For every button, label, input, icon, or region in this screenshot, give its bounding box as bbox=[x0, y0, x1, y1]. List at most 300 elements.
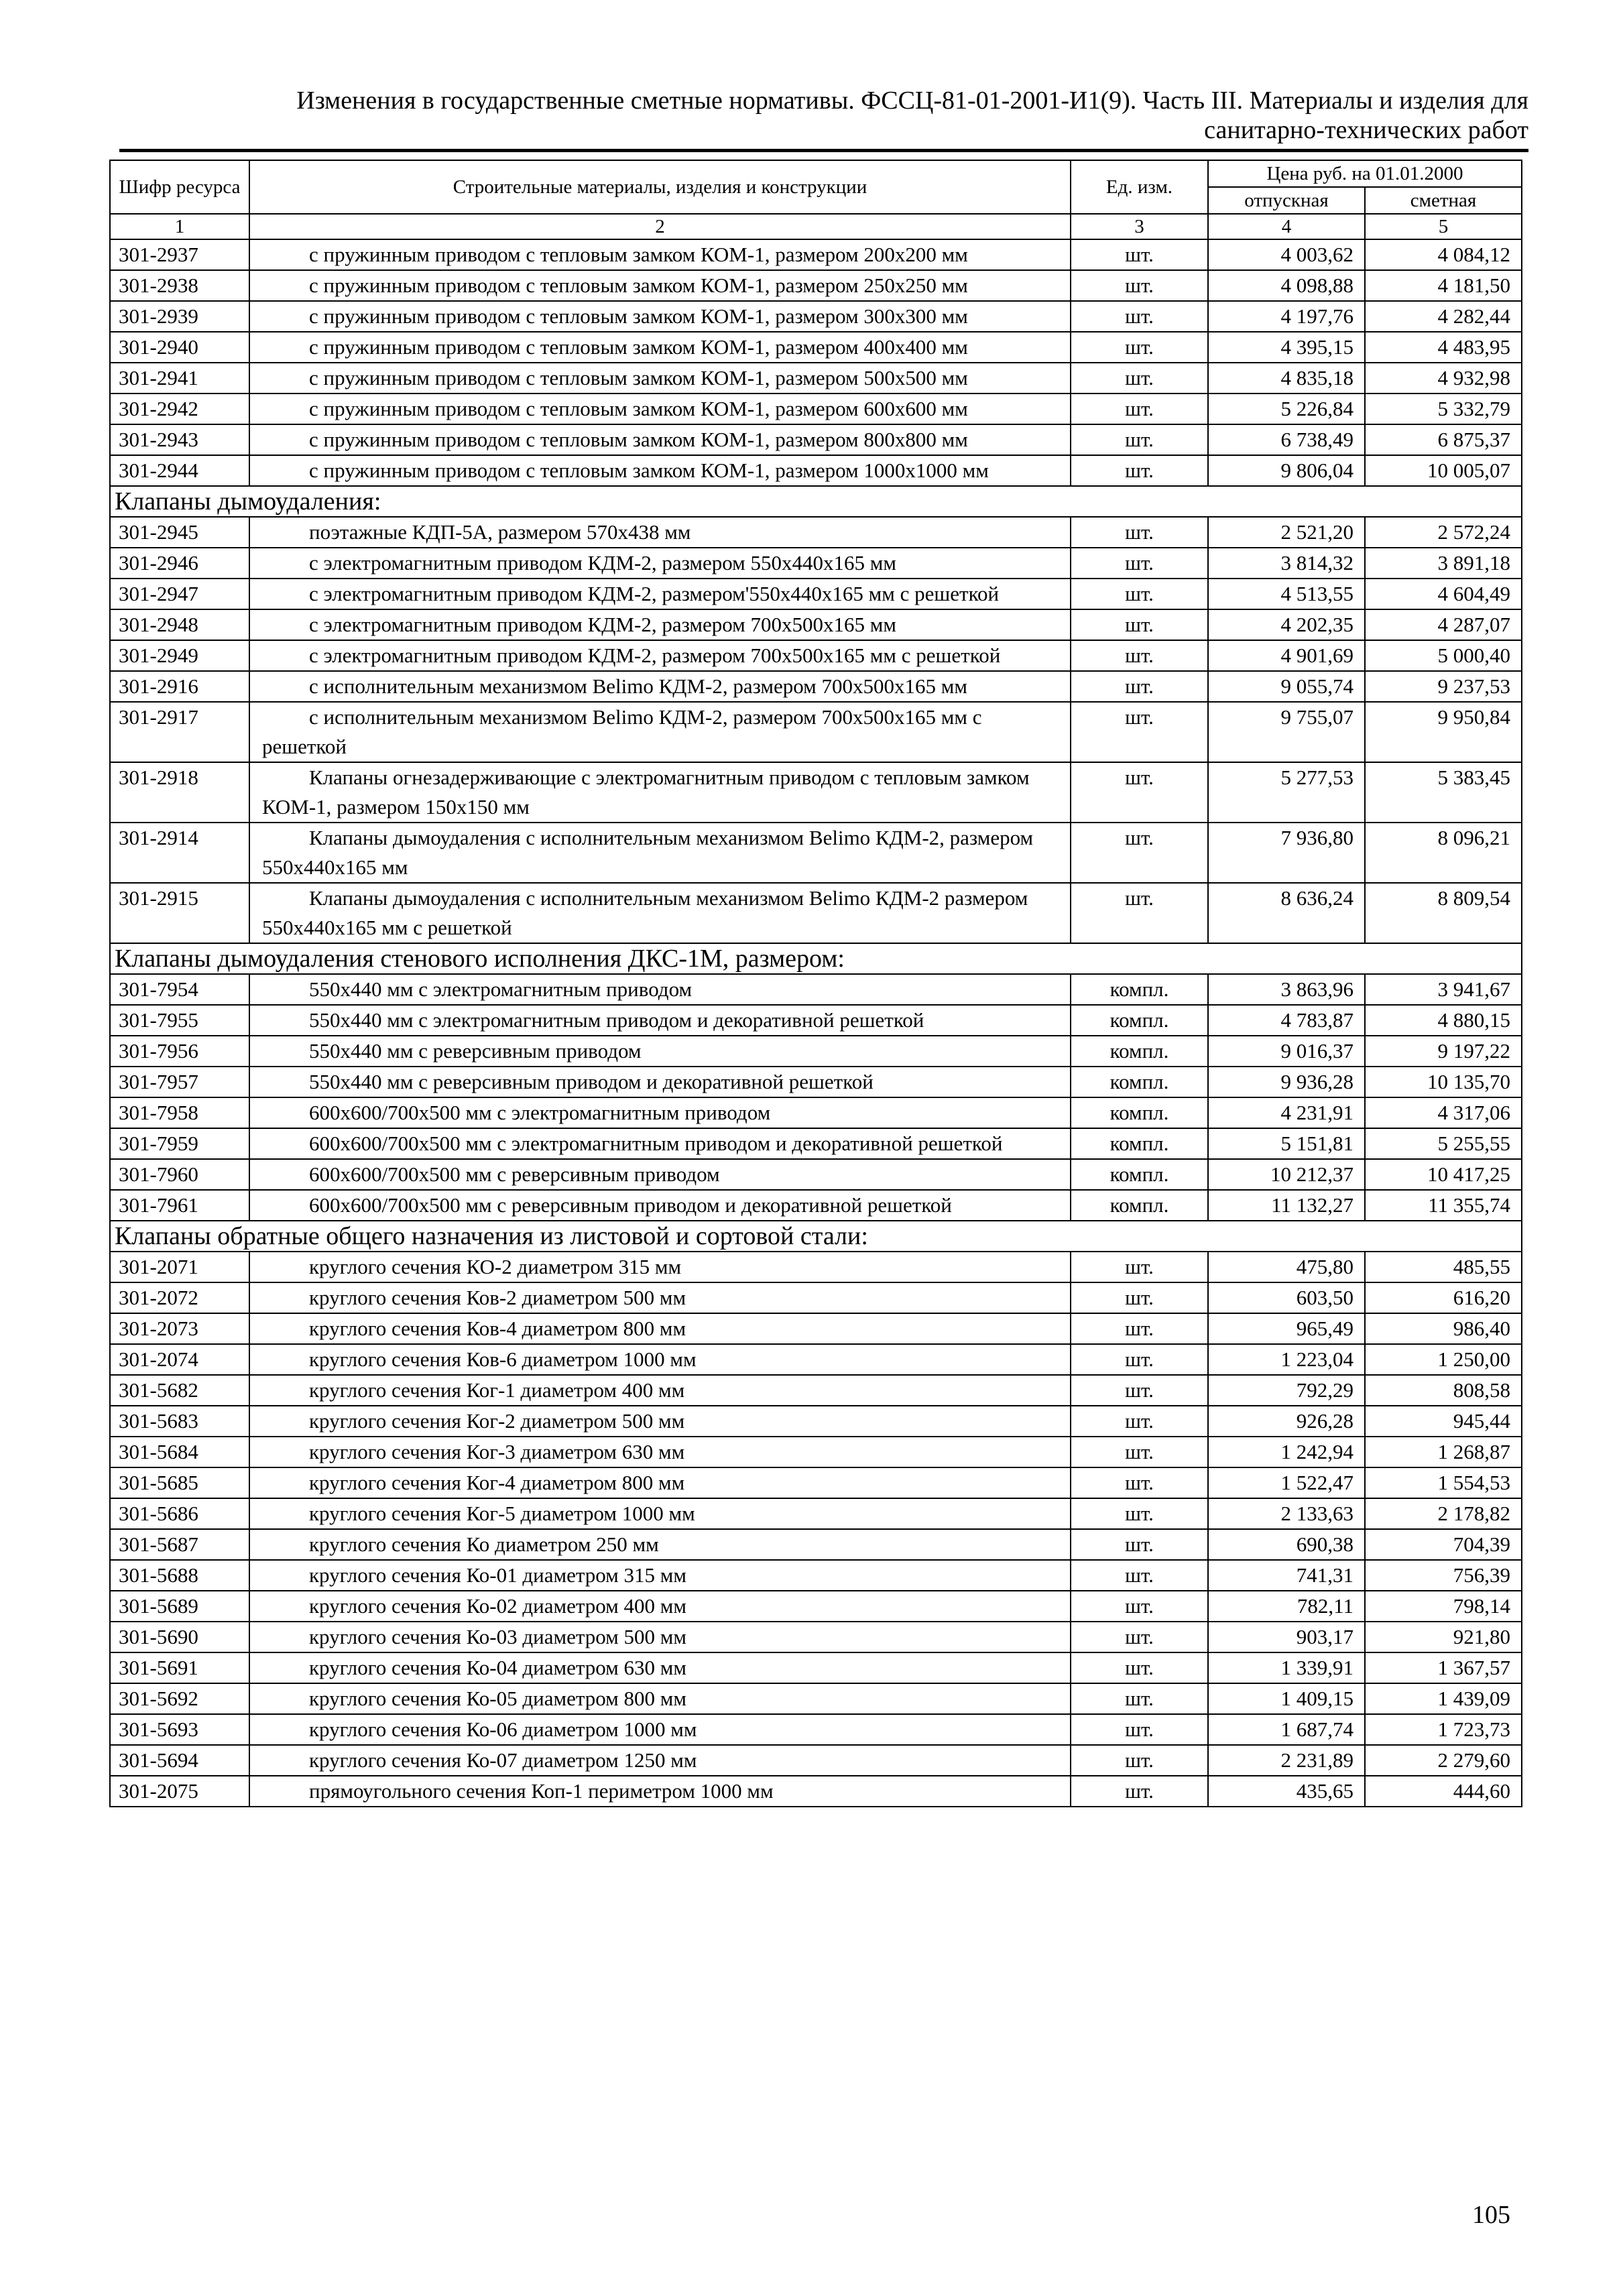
section-title: Клапаны дымоудаления: bbox=[110, 486, 1522, 517]
price-release: 2 133,63 bbox=[1208, 1498, 1365, 1529]
item-description-text: 550х440 мм с электромагнитным приводом bbox=[309, 977, 693, 1001]
resource-code: 301-5687 bbox=[110, 1529, 249, 1560]
item-unit: шт. bbox=[1071, 239, 1208, 270]
resource-code: 301-2948 bbox=[110, 609, 249, 640]
price-estimate: 9 237,53 bbox=[1365, 671, 1522, 702]
item-description-text: круглого сечения Ког-2 диаметром 500 мм bbox=[309, 1409, 685, 1433]
resource-code: 301-7954 bbox=[110, 974, 249, 1005]
price-estimate: 9 197,22 bbox=[1365, 1036, 1522, 1067]
resource-code: 301-5685 bbox=[110, 1467, 249, 1498]
resource-code: 301-7960 bbox=[110, 1159, 249, 1190]
item-unit: шт. bbox=[1071, 1560, 1208, 1591]
price-estimate: 4 282,44 bbox=[1365, 301, 1522, 332]
resource-code: 301-2915 bbox=[110, 883, 249, 943]
price-estimate: 4 084,12 bbox=[1365, 239, 1522, 270]
item-description-text: 600х600/700х500 мм с электромагнитным приводом bbox=[309, 1101, 771, 1124]
table-row bbox=[110, 640, 1522, 671]
resource-code: 301-2917 bbox=[110, 702, 249, 762]
item-description bbox=[249, 1745, 1071, 1776]
price-release: 926,28 bbox=[1208, 1406, 1365, 1437]
item-description-text: круглого сечения Ког-3 диаметром 630 мм bbox=[309, 1440, 685, 1463]
item-description-text: 600х600/700х500 мм с реверсивным приводом bbox=[309, 1162, 720, 1186]
price-release: 1 339,91 bbox=[1208, 1652, 1365, 1683]
section-row bbox=[110, 486, 1522, 517]
item-unit: шт. bbox=[1071, 394, 1208, 424]
price-estimate: 5 332,79 bbox=[1365, 394, 1522, 424]
price-estimate: 4 483,95 bbox=[1365, 332, 1522, 363]
resource-code: 301-2938 bbox=[110, 270, 249, 301]
item-unit: шт. bbox=[1071, 363, 1208, 394]
price-release: 1 223,04 bbox=[1208, 1344, 1365, 1375]
item-description-text: круглого сечения Ков-4 диаметром 800 мм bbox=[309, 1317, 686, 1340]
item-description-text: с исполнительным механизмом Belimo КДМ-2, размером 700х500х165 мм с решеткой bbox=[262, 705, 982, 758]
header-code: Шифр ресурса bbox=[110, 160, 249, 214]
price-release: 9 806,04 bbox=[1208, 455, 1365, 486]
table-body bbox=[110, 239, 1522, 1807]
price-release: 782,11 bbox=[1208, 1591, 1365, 1622]
item-description bbox=[249, 1652, 1071, 1683]
price-table bbox=[109, 160, 1522, 1807]
resource-code: 301-5694 bbox=[110, 1745, 249, 1776]
item-description-text: с пружинным приводом с тепловым замком КОМ-1, размером 400х400 мм bbox=[309, 335, 968, 359]
price-release: 965,49 bbox=[1208, 1313, 1365, 1344]
price-estimate: 10 005,07 bbox=[1365, 455, 1522, 486]
item-description-text: с пружинным приводом с тепловым замком КОМ-1, размером 250х250 мм bbox=[309, 274, 968, 297]
table-row bbox=[110, 1498, 1522, 1529]
table-row bbox=[110, 1437, 1522, 1467]
item-description bbox=[249, 270, 1071, 301]
resource-code: 301-2916 bbox=[110, 671, 249, 702]
price-estimate: 986,40 bbox=[1365, 1313, 1522, 1344]
table-row bbox=[110, 579, 1522, 609]
item-unit: шт. bbox=[1071, 424, 1208, 455]
table-row bbox=[110, 974, 1522, 1005]
price-estimate: 616,20 bbox=[1365, 1282, 1522, 1313]
price-estimate: 4 604,49 bbox=[1365, 579, 1522, 609]
table-row bbox=[110, 1282, 1522, 1313]
item-unit: шт. bbox=[1071, 301, 1208, 332]
item-description-text: с пружинным приводом с тепловым замком КОМ-1, размером 1000х1000 мм bbox=[309, 459, 989, 482]
price-estimate: 4 880,15 bbox=[1365, 1005, 1522, 1036]
resource-code: 301-7961 bbox=[110, 1190, 249, 1221]
price-release: 903,17 bbox=[1208, 1622, 1365, 1652]
item-description bbox=[249, 301, 1071, 332]
item-description-text: Клапаны дымоудаления с исполнительным механизмом Belimo КДМ-2, размером 550х440х165 мм bbox=[262, 826, 1034, 879]
price-release: 1 522,47 bbox=[1208, 1467, 1365, 1498]
header-price-group: Цена руб. на 01.01.2000 bbox=[1208, 160, 1522, 187]
table-row bbox=[110, 1097, 1522, 1128]
table-row bbox=[110, 1344, 1522, 1375]
price-estimate: 4 317,06 bbox=[1365, 1097, 1522, 1128]
price-estimate: 1 723,73 bbox=[1365, 1714, 1522, 1745]
item-description-text: 550х440 мм с электромагнитным приводом и декоративной решеткой bbox=[309, 1008, 924, 1032]
price-estimate: 1 367,57 bbox=[1365, 1652, 1522, 1683]
price-release: 4 202,35 bbox=[1208, 609, 1365, 640]
item-description-text: с пружинным приводом с тепловым замком КОМ-1, размером 600х600 мм bbox=[309, 397, 968, 420]
price-estimate: 4 932,98 bbox=[1365, 363, 1522, 394]
item-description bbox=[249, 1036, 1071, 1067]
item-unit: шт. bbox=[1071, 640, 1208, 671]
table-row bbox=[110, 332, 1522, 363]
table-row bbox=[110, 1467, 1522, 1498]
price-release: 5 151,81 bbox=[1208, 1128, 1365, 1159]
price-release: 10 212,37 bbox=[1208, 1159, 1365, 1190]
section-row bbox=[110, 943, 1522, 974]
item-description bbox=[249, 1714, 1071, 1745]
item-unit: шт. bbox=[1071, 1344, 1208, 1375]
table-row bbox=[110, 671, 1522, 702]
item-unit: шт. bbox=[1071, 1745, 1208, 1776]
item-unit: компл. bbox=[1071, 1159, 1208, 1190]
table-row bbox=[110, 702, 1522, 762]
item-description-text: круглого сечения Ко-05 диаметром 800 мм bbox=[309, 1687, 687, 1710]
item-description bbox=[249, 1313, 1071, 1344]
resource-code: 301-2949 bbox=[110, 640, 249, 671]
table-row bbox=[110, 1159, 1522, 1190]
price-release: 5 277,53 bbox=[1208, 762, 1365, 823]
item-description bbox=[249, 1344, 1071, 1375]
item-description bbox=[249, 1622, 1071, 1652]
page-number: 105 bbox=[1472, 2201, 1510, 2229]
table-row bbox=[110, 1252, 1522, 1282]
resource-code: 301-2943 bbox=[110, 424, 249, 455]
item-unit: шт. bbox=[1071, 1252, 1208, 1282]
item-unit: компл. bbox=[1071, 1005, 1208, 1036]
item-description bbox=[249, 1591, 1071, 1622]
item-description-text: с электромагнитным приводом КДМ-2, размером 700х500х165 мм bbox=[309, 613, 897, 636]
item-description bbox=[249, 883, 1071, 943]
price-estimate: 1 554,53 bbox=[1365, 1467, 1522, 1498]
item-unit: шт. bbox=[1071, 579, 1208, 609]
resource-code: 301-2071 bbox=[110, 1252, 249, 1282]
item-description bbox=[249, 332, 1071, 363]
item-description-text: круглого сечения Ког-1 диаметром 400 мм bbox=[309, 1378, 685, 1402]
price-estimate: 798,14 bbox=[1365, 1591, 1522, 1622]
price-release: 1 242,94 bbox=[1208, 1437, 1365, 1467]
table-row bbox=[110, 1128, 1522, 1159]
price-release: 11 132,27 bbox=[1208, 1190, 1365, 1221]
resource-code: 301-2946 bbox=[110, 548, 249, 579]
header-name: Строительные материалы, изделия и конструкции bbox=[249, 160, 1071, 214]
price-release: 6 738,49 bbox=[1208, 424, 1365, 455]
item-description-text: круглого сечения Ко-04 диаметром 630 мм bbox=[309, 1656, 687, 1679]
item-unit: шт. bbox=[1071, 455, 1208, 486]
item-unit: шт. bbox=[1071, 548, 1208, 579]
price-release: 2 231,89 bbox=[1208, 1745, 1365, 1776]
item-description bbox=[249, 455, 1071, 486]
resource-code: 301-7955 bbox=[110, 1005, 249, 1036]
item-description-text: 600х600/700х500 мм с электромагнитным приводом и декоративной решеткой bbox=[309, 1132, 1003, 1155]
table-row bbox=[110, 1745, 1522, 1776]
price-release: 7 936,80 bbox=[1208, 823, 1365, 883]
table-row bbox=[110, 1067, 1522, 1097]
price-estimate: 4 181,50 bbox=[1365, 270, 1522, 301]
price-release: 4 835,18 bbox=[1208, 363, 1365, 394]
resource-code: 301-2075 bbox=[110, 1776, 249, 1807]
table-row bbox=[110, 883, 1522, 943]
item-unit: компл. bbox=[1071, 1190, 1208, 1221]
item-description-text: Клапаны дымоудаления с исполнительным механизмом Belimo КДМ-2 размером 550х440х165 мм с решеткой bbox=[262, 886, 1028, 939]
item-description-text: с пружинным приводом с тепловым замком КОМ-1, размером 500х500 мм bbox=[309, 366, 968, 389]
item-unit: шт. bbox=[1071, 671, 1208, 702]
resource-code: 301-2942 bbox=[110, 394, 249, 424]
table-row bbox=[110, 1406, 1522, 1437]
header-price-estimate: сметная bbox=[1365, 187, 1522, 214]
item-description-text: 600х600/700х500 мм с реверсивным приводом и декоративной решеткой bbox=[309, 1193, 952, 1217]
item-unit: шт. bbox=[1071, 1467, 1208, 1498]
item-description bbox=[249, 239, 1071, 270]
resource-code: 301-7958 bbox=[110, 1097, 249, 1128]
item-description bbox=[249, 974, 1071, 1005]
price-estimate: 704,39 bbox=[1365, 1529, 1522, 1560]
item-description bbox=[249, 363, 1071, 394]
item-unit: шт. bbox=[1071, 1652, 1208, 1683]
item-description-text: с электромагнитным приводом КДМ-2, размером'550х440х165 мм с решеткой bbox=[309, 582, 1000, 605]
price-release: 1 687,74 bbox=[1208, 1714, 1365, 1745]
price-estimate: 756,39 bbox=[1365, 1560, 1522, 1591]
item-description bbox=[249, 579, 1071, 609]
item-description bbox=[249, 517, 1071, 548]
resource-code: 301-2939 bbox=[110, 301, 249, 332]
price-release: 3 863,96 bbox=[1208, 974, 1365, 1005]
resource-code: 301-5690 bbox=[110, 1622, 249, 1652]
price-release: 690,38 bbox=[1208, 1529, 1365, 1560]
price-release: 4 003,62 bbox=[1208, 239, 1365, 270]
price-estimate: 9 950,84 bbox=[1365, 702, 1522, 762]
price-estimate: 4 287,07 bbox=[1365, 609, 1522, 640]
item-description bbox=[249, 609, 1071, 640]
item-unit: шт. bbox=[1071, 1406, 1208, 1437]
item-description bbox=[249, 762, 1071, 823]
item-description-text: круглого сечения Ко-07 диаметром 1250 мм bbox=[309, 1748, 697, 1772]
section-row bbox=[110, 1221, 1522, 1252]
item-unit: шт. bbox=[1071, 762, 1208, 823]
table-row bbox=[110, 762, 1522, 823]
table-row bbox=[110, 1190, 1522, 1221]
item-description-text: круглого сечения Ко-01 диаметром 315 мм bbox=[309, 1563, 687, 1587]
item-description-text: 550х440 мм с реверсивным приводом bbox=[309, 1039, 642, 1063]
price-estimate: 3 891,18 bbox=[1365, 548, 1522, 579]
price-release: 9 055,74 bbox=[1208, 671, 1365, 702]
item-description bbox=[249, 1128, 1071, 1159]
item-description bbox=[249, 1406, 1071, 1437]
item-description bbox=[249, 1498, 1071, 1529]
resource-code: 301-5688 bbox=[110, 1560, 249, 1591]
item-description bbox=[249, 1282, 1071, 1313]
table-row bbox=[110, 1776, 1522, 1807]
price-release: 4 098,88 bbox=[1208, 270, 1365, 301]
item-unit: шт. bbox=[1071, 517, 1208, 548]
column-number: 3 bbox=[1071, 214, 1208, 239]
price-release: 4 231,91 bbox=[1208, 1097, 1365, 1128]
item-unit: компл. bbox=[1071, 1036, 1208, 1067]
price-release: 4 197,76 bbox=[1208, 301, 1365, 332]
table-row bbox=[110, 301, 1522, 332]
price-estimate: 8 096,21 bbox=[1365, 823, 1522, 883]
item-unit: шт. bbox=[1071, 1591, 1208, 1622]
price-release: 9 755,07 bbox=[1208, 702, 1365, 762]
item-description bbox=[249, 1190, 1071, 1221]
resource-code: 301-5692 bbox=[110, 1683, 249, 1714]
table-row bbox=[110, 455, 1522, 486]
price-estimate: 921,80 bbox=[1365, 1622, 1522, 1652]
item-description-text: с электромагнитным приводом КДМ-2, размером 700х500х165 мм с решеткой bbox=[309, 644, 1001, 667]
item-unit: шт. bbox=[1071, 1313, 1208, 1344]
item-description-text: 550х440 мм с реверсивным приводом и декоративной решеткой bbox=[309, 1070, 874, 1093]
resource-code: 301-2914 bbox=[110, 823, 249, 883]
price-estimate: 6 875,37 bbox=[1365, 424, 1522, 455]
page-header bbox=[174, 86, 1528, 145]
resource-code: 301-2944 bbox=[110, 455, 249, 486]
resource-code: 301-7957 bbox=[110, 1067, 249, 1097]
table-row bbox=[110, 1560, 1522, 1591]
resource-code: 301-2941 bbox=[110, 363, 249, 394]
item-description-text: поэтажные КДП-5А, размером 570х438 мм bbox=[309, 520, 691, 544]
column-number: 2 bbox=[249, 214, 1071, 239]
table-row bbox=[110, 1005, 1522, 1036]
item-unit: шт. bbox=[1071, 1282, 1208, 1313]
item-description bbox=[249, 394, 1071, 424]
item-description bbox=[249, 1375, 1071, 1406]
header-line-1: Изменения в государственные сметные нормативы. ФССЦ-81-01-2001-И1(9). Часть III. Материалы и изделия для bbox=[296, 86, 1528, 115]
resource-code: 301-2918 bbox=[110, 762, 249, 823]
section-title: Клапаны обратные общего назначения из листовой и сортовой стали: bbox=[110, 1221, 1522, 1252]
resource-code: 301-5682 bbox=[110, 1375, 249, 1406]
price-estimate: 10 417,25 bbox=[1365, 1159, 1522, 1190]
item-description bbox=[249, 702, 1071, 762]
resource-code: 301-2074 bbox=[110, 1344, 249, 1375]
price-release: 4 783,87 bbox=[1208, 1005, 1365, 1036]
item-description bbox=[249, 548, 1071, 579]
item-unit: компл. bbox=[1071, 1097, 1208, 1128]
price-estimate: 444,60 bbox=[1365, 1776, 1522, 1807]
resource-code: 301-7959 bbox=[110, 1128, 249, 1159]
column-number: 5 bbox=[1365, 214, 1522, 239]
item-description-text: круглого сечения Ко-02 диаметром 400 мм bbox=[309, 1594, 687, 1618]
item-description bbox=[249, 1683, 1071, 1714]
item-description bbox=[249, 1467, 1071, 1498]
resource-code: 301-2947 bbox=[110, 579, 249, 609]
item-description-text: круглого сечения Ког-5 диаметром 1000 мм bbox=[309, 1502, 695, 1525]
table-row bbox=[110, 517, 1522, 548]
table-row bbox=[110, 609, 1522, 640]
price-release: 4 901,69 bbox=[1208, 640, 1365, 671]
header-rule bbox=[119, 149, 1528, 152]
item-unit: компл. bbox=[1071, 1067, 1208, 1097]
price-release: 9 016,37 bbox=[1208, 1036, 1365, 1067]
item-description bbox=[249, 1529, 1071, 1560]
item-description-text: круглого сечения Ков-2 диаметром 500 мм bbox=[309, 1286, 686, 1309]
item-description bbox=[249, 1005, 1071, 1036]
item-unit: шт. bbox=[1071, 702, 1208, 762]
resource-code: 301-7956 bbox=[110, 1036, 249, 1067]
item-description-text: круглого сечения Ков-6 диаметром 1000 мм bbox=[309, 1347, 697, 1371]
header-price-release: отпускная bbox=[1208, 187, 1365, 214]
table-row bbox=[110, 394, 1522, 424]
item-unit: шт. bbox=[1071, 332, 1208, 363]
price-release: 4 395,15 bbox=[1208, 332, 1365, 363]
price-estimate: 1 268,87 bbox=[1365, 1437, 1522, 1467]
item-description-text: с пружинным приводом с тепловым замком КОМ-1, размером 300х300 мм bbox=[309, 304, 968, 328]
table-row bbox=[110, 363, 1522, 394]
price-release: 5 226,84 bbox=[1208, 394, 1365, 424]
table-row bbox=[110, 1622, 1522, 1652]
item-unit: шт. bbox=[1071, 823, 1208, 883]
item-description-text: с пружинным приводом с тепловым замком КОМ-1, размером 800х800 мм bbox=[309, 428, 968, 451]
column-number: 4 bbox=[1208, 214, 1365, 239]
table-row bbox=[110, 1375, 1522, 1406]
item-description bbox=[249, 671, 1071, 702]
price-estimate: 485,55 bbox=[1365, 1252, 1522, 1282]
table-row bbox=[110, 1591, 1522, 1622]
resource-code: 301-2945 bbox=[110, 517, 249, 548]
item-description bbox=[249, 424, 1071, 455]
item-description-text: Клапаны огнезадерживающие с электромагнитным приводом с тепловым замком КОМ-1, размером 150х150 мм bbox=[262, 766, 1030, 819]
item-description bbox=[249, 1437, 1071, 1467]
item-description bbox=[249, 1252, 1071, 1282]
resource-code: 301-2937 bbox=[110, 239, 249, 270]
price-estimate: 5 255,55 bbox=[1365, 1128, 1522, 1159]
item-unit: компл. bbox=[1071, 974, 1208, 1005]
item-unit: шт. bbox=[1071, 1375, 1208, 1406]
item-description bbox=[249, 1067, 1071, 1097]
header-line-2: санитарно-технических работ bbox=[1204, 116, 1528, 144]
item-unit: шт. bbox=[1071, 609, 1208, 640]
item-description-text: круглого сечения КО-2 диаметром 315 мм bbox=[309, 1255, 682, 1278]
price-release: 4 513,55 bbox=[1208, 579, 1365, 609]
item-description-text: круглого сечения Ко диаметром 250 мм bbox=[309, 1532, 659, 1556]
price-release: 1 409,15 bbox=[1208, 1683, 1365, 1714]
resource-code: 301-2940 bbox=[110, 332, 249, 363]
price-release: 2 521,20 bbox=[1208, 517, 1365, 548]
item-description bbox=[249, 640, 1071, 671]
price-estimate: 2 178,82 bbox=[1365, 1498, 1522, 1529]
resource-code: 301-5683 bbox=[110, 1406, 249, 1437]
price-estimate: 5 383,45 bbox=[1365, 762, 1522, 823]
price-estimate: 10 135,70 bbox=[1365, 1067, 1522, 1097]
item-description bbox=[249, 823, 1071, 883]
item-unit: шт. bbox=[1071, 1498, 1208, 1529]
table-row bbox=[110, 1714, 1522, 1745]
item-description-text: круглого сечения Ко-03 диаметром 500 мм bbox=[309, 1625, 687, 1648]
item-description-text: круглого сечения Ко-06 диаметром 1000 мм bbox=[309, 1717, 697, 1741]
header-unit: Ед. изм. bbox=[1071, 160, 1208, 214]
item-description-text: с электромагнитным приводом КДМ-2, размером 550х440х165 мм bbox=[309, 551, 897, 575]
resource-code: 301-2073 bbox=[110, 1313, 249, 1344]
table-row bbox=[110, 1652, 1522, 1683]
item-unit: шт. bbox=[1071, 1529, 1208, 1560]
price-estimate: 1 250,00 bbox=[1365, 1344, 1522, 1375]
price-estimate: 945,44 bbox=[1365, 1406, 1522, 1437]
item-unit: шт. bbox=[1071, 1714, 1208, 1745]
resource-code: 301-5686 bbox=[110, 1498, 249, 1529]
table-row bbox=[110, 548, 1522, 579]
price-release: 9 936,28 bbox=[1208, 1067, 1365, 1097]
price-release: 8 636,24 bbox=[1208, 883, 1365, 943]
table-row bbox=[110, 1313, 1522, 1344]
price-estimate: 2 572,24 bbox=[1365, 517, 1522, 548]
price-release: 3 814,32 bbox=[1208, 548, 1365, 579]
price-estimate: 3 941,67 bbox=[1365, 974, 1522, 1005]
item-description-text: прямоугольного сечения Коп-1 периметром 1000 мм bbox=[309, 1779, 774, 1803]
item-description-text: с исполнительным механизмом Belimo КДМ-2, размером 700х500х165 мм bbox=[309, 674, 968, 698]
price-estimate: 808,58 bbox=[1365, 1375, 1522, 1406]
column-number: 1 bbox=[110, 214, 249, 239]
table-header bbox=[110, 160, 1522, 239]
table-row bbox=[110, 1529, 1522, 1560]
price-estimate: 1 439,09 bbox=[1365, 1683, 1522, 1714]
item-unit: компл. bbox=[1071, 1128, 1208, 1159]
